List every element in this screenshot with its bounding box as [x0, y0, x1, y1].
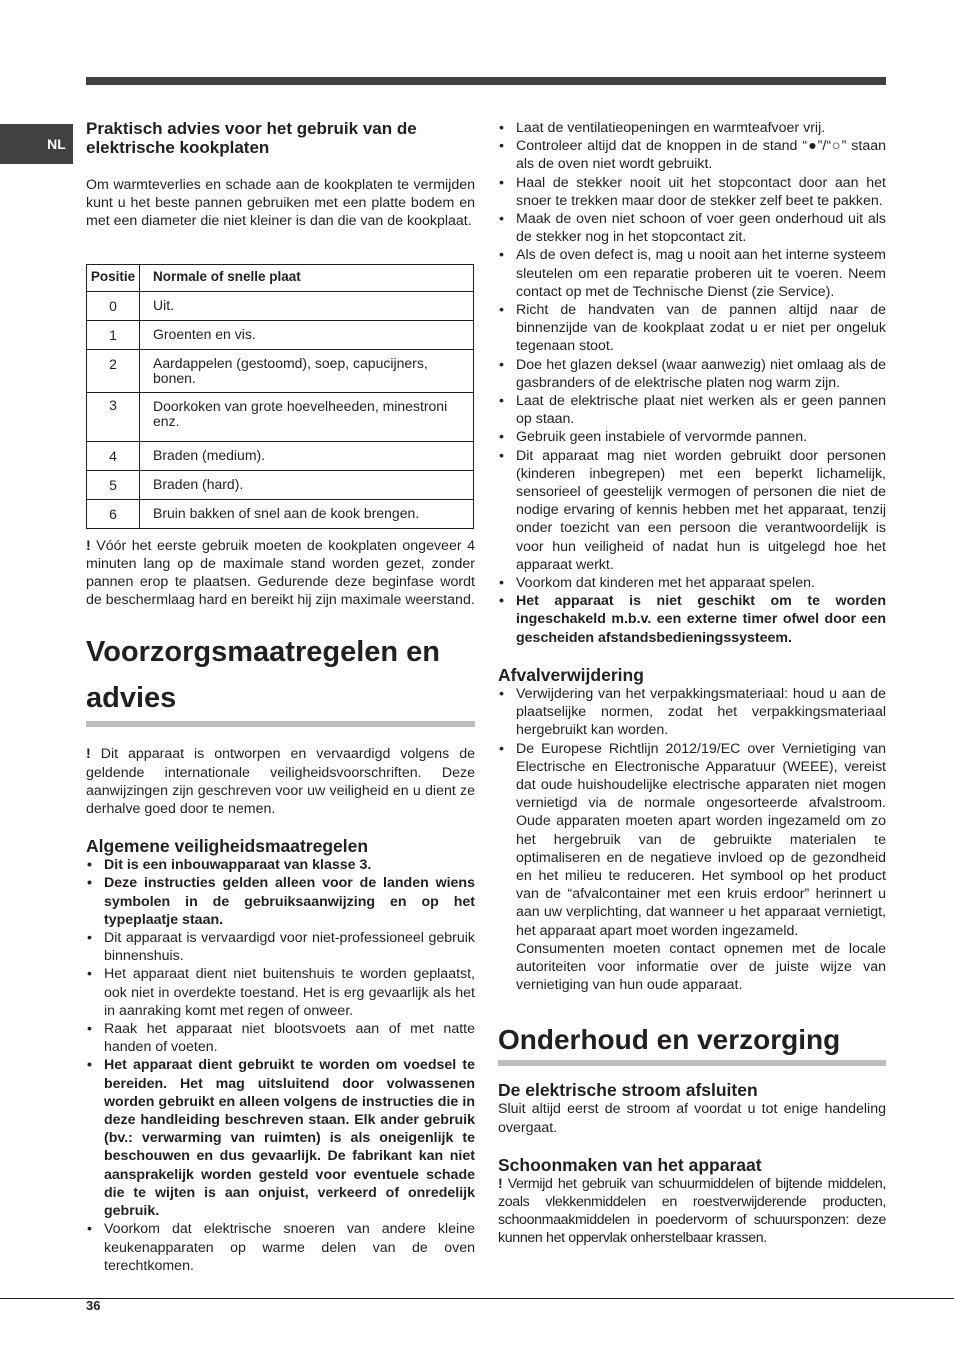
description-cell: Doorkoken van grote hoevelheeden, minestroni enz.: [140, 392, 474, 441]
first-use-warning: [86, 537, 475, 610]
description-cell: Braden (medium).: [140, 441, 474, 470]
precautions-intro: [86, 745, 475, 818]
table-row: [87, 349, 474, 392]
power-off-text: Sluit altijd eerst de stroom af voordat u tot enige handeling overgaat.: [498, 1101, 886, 1136]
position-cell: 1: [87, 320, 140, 349]
table-row: [87, 470, 474, 499]
position-cell: 2: [87, 349, 140, 392]
list-item: • Laat de elektrische plaat niet werken als er geen pannen op staan.: [498, 392, 886, 428]
table-header-plate: Normale of snelle plaat: [140, 264, 474, 291]
safety-list-continued: [498, 119, 886, 647]
list-item: • Dit apparaat mag niet worden gebruikt door personen (kinderen inbegrepen) met een beperkt lichamelijk, sensorieel of geestelijk vermogen of personen die niet de nodige ervaring of kennis hebben met het apparaat, tenzij onder toezicht van een persoon die verantwoordelijk is voor hun veiligheid of nadat hun is uitgelegd hoe het apparaat werkt.: [498, 447, 886, 574]
description-cell: Groenten en vis.: [140, 320, 474, 349]
footer-divider: [0, 1298, 954, 1299]
list-item: • Gebruik geen instabiele of vervormde pannen.: [498, 428, 886, 446]
list-item: • Haal de stekker nooit uit het stopcontact door aan het snoer te trekken maar door de stekker zelf beet te pakken.: [498, 174, 886, 210]
list-item: • Controleer altijd dat de knoppen in de stand “●”/“○” staan als de oven niet wordt gebruikt.: [498, 137, 886, 173]
waste-disposal-title: Afvalverwijdering: [498, 664, 644, 685]
description-cell: Aardappelen (gestoomd), soep, capucijners, bonen.: [140, 349, 474, 392]
first-use-warning-text: Vóór het eerste gebruik moeten de kookplaten ongeveer 4 minuten lang op de maximale stand worden gezet, zonder pannen erop te plaatsen. Gedurende deze beginfase wordt de beschermlaag hard en bereikt hij zijn maximale weerstand.: [86, 537, 475, 609]
list-item: • Maak de oven niet schoon of voer geen onderhoud uit als de stekker nog in het stopcontact zit.: [498, 210, 886, 246]
precautions-intro-text: Dit apparaat is ontworpen en vervaardigd volgens de geldende internationale veiligheidsvoorschriften. Deze aanwijzingen zijn geschreven voor uw veiligheid en u dient ze derhalve goed door te nemen.: [86, 746, 475, 818]
list-item: • Deze instructies gelden alleen voor de landen wiens symbolen in de gebruiksaanwijzing en op het typeplaatje staan.: [86, 874, 475, 929]
general-safety-list: [86, 856, 475, 1275]
position-cell: 5: [87, 470, 140, 499]
table-row: [87, 499, 474, 528]
list-item: • De Europese Richtlijn 2012/19/EC over Vernietiging van Electrische en Electronische Apparatuur (WEEE), vereist dat oude huishoudelijke electrische apparaten niet mogen vernietigd via de normale ongesorteerde afvalstroom. Oude apparaten moeten apart worden ingezameld om zo het hergebruik van de gebruikte materialen te optimaliseren en de negatieve invloed op de gezondheid en het milieu te reduceren. Het symbool op het product van de “afvalcontainer met een kruis erdoor” herinnert u aan uw verplichting, dat wanneer u het apparaat vernietigt, het apparaat apart moet worden ingezameld.: [498, 740, 886, 940]
list-item: • Als de oven defect is, mag u nooit aan het interne systeem sleutelen om een reparatie proberen uit te voeren. Neem contact op met de Technische Dienst (zie Service).: [498, 246, 886, 301]
table-header-position: Positie: [87, 264, 140, 291]
table-row: [87, 441, 474, 470]
warning-mark: !: [498, 1175, 503, 1192]
list-item: • Dit is een inbouwapparaat van klasse 3.: [86, 856, 475, 874]
description-cell: Braden (hard).: [140, 470, 474, 499]
waste-disposal-list: [498, 685, 886, 940]
cooktop-intro: Om warmteverlies en schade aan de kookplaten te vermijden kunt u het beste pannen gebruiken met een platte bodem en met een diameter die niet kleiner is dan die van de kookplaat.: [86, 177, 475, 230]
list-item: • Raak het apparaat niet blootsvoets aan of met natte handen of voeten.: [86, 1020, 475, 1056]
list-item: • Voorkom dat elektrische snoeren van andere kleine keukenapparaten op warme delen van de oven terechtkomen.: [86, 1220, 475, 1275]
right-column: [498, 119, 886, 1248]
position-cell: 3: [87, 392, 140, 441]
cleaning-text: [498, 1175, 886, 1248]
general-safety-title: Algemene veiligheidsmaatregelen: [86, 836, 369, 857]
precautions-title-line1: Voorzorgsmaatregelen en: [86, 636, 441, 669]
language-tab: NL: [0, 124, 73, 164]
position-cell: 4: [87, 441, 140, 470]
page-number: 36: [86, 1298, 101, 1313]
list-item: • Het apparaat is niet geschikt om te worden ingeschakeld m.b.v. een externe timer ofwel door een gescheiden afstandsbedieningssysteem.: [498, 592, 886, 647]
warning-mark: !: [86, 537, 91, 554]
power-off-title: De elektrische stroom afsluiten: [498, 1080, 758, 1101]
list-item: • Voorkom dat kinderen met het apparaat spelen.: [498, 574, 886, 592]
list-item: • Het apparaat dient gebruikt te worden om voedsel te bereiden. Het mag uitsluitend door volwassenen worden gebruikt en alleen volgens de instructies die in deze handleiding beschreven staan. Elk ander gebruik (bv.: verwarming van ruimten) is als oneigenlijk te beschouwen en dus gevaarlijk. De fabrikant kan niet aansprakelijk worden gesteld voor eventuele schade die te wijten is aan onjuist, verkeerd of onredelijk gebruik.: [86, 1056, 475, 1220]
description-cell: Bruin bakken of snel aan de kook brengen.: [140, 499, 474, 528]
waste-disposal-note: Consumenten moeten contact opnemen met de locale autoriteiten voor informatie over de juiste wijze van vernietiging van hun oude apparaat.: [516, 940, 886, 994]
cleaning-text-body: Vermijd het gebruik van schuurmiddelen of bijtende middelen, zoals vlekkenmiddelen en roestverwijderende producten, schoonmaakmiddelen in poedervorm of schuursponzen: deze kunnen het oppervlak onherstelbaar krassen.: [498, 1175, 886, 1247]
precautions-heading: [86, 629, 475, 727]
table-row: [87, 320, 474, 349]
description-cell: Uit.: [140, 291, 474, 320]
list-item: • Dit apparaat is vervaardigd voor niet-professioneel gebruik binnenshuis.: [86, 929, 475, 965]
table-header-row: [87, 264, 474, 291]
table-row: [87, 291, 474, 320]
list-item: • Richt de handvaten van de pannen altijd naar de binnenzijde van de kookplaat zodat u er niet per ongeluk tegenaan stoot.: [498, 301, 886, 356]
left-column: [86, 119, 475, 1275]
cooktop-advice-title: Praktisch advies voor het gebruik van de elektrische kookplaten: [86, 119, 417, 157]
list-item: • Doe het glazen deksel (waar aanwezig) niet omlaag als de gasbranders of de elektrische platen nog warm zijn.: [498, 356, 886, 392]
list-item: • Laat de ventilatieopeningen en warmteafvoer vrij.: [498, 119, 886, 137]
list-item: • Het apparaat dient niet buitenshuis te worden geplaatst, ook niet in overdekte toestand. Het is erg gevaarlijk als het in aanraking komt met regen of onweer.: [86, 965, 475, 1020]
position-table: [86, 264, 474, 529]
table-row: [87, 392, 474, 441]
maintenance-title: Onderhoud en verzorging: [498, 1020, 886, 1066]
precautions-title-line2: advies: [86, 675, 475, 727]
warning-mark: !: [86, 746, 91, 763]
list-item: • Verwijdering van het verpakkingsmateriaal: houd u aan de plaatselijke normen, zodat het verpakkingsmateriaal hergebruikt kan worden.: [498, 685, 886, 740]
position-cell: 0: [87, 291, 140, 320]
header-bar: [86, 77, 886, 85]
cleaning-title: Schoonmaken van het apparaat: [498, 1154, 762, 1175]
position-cell: 6: [87, 499, 140, 528]
